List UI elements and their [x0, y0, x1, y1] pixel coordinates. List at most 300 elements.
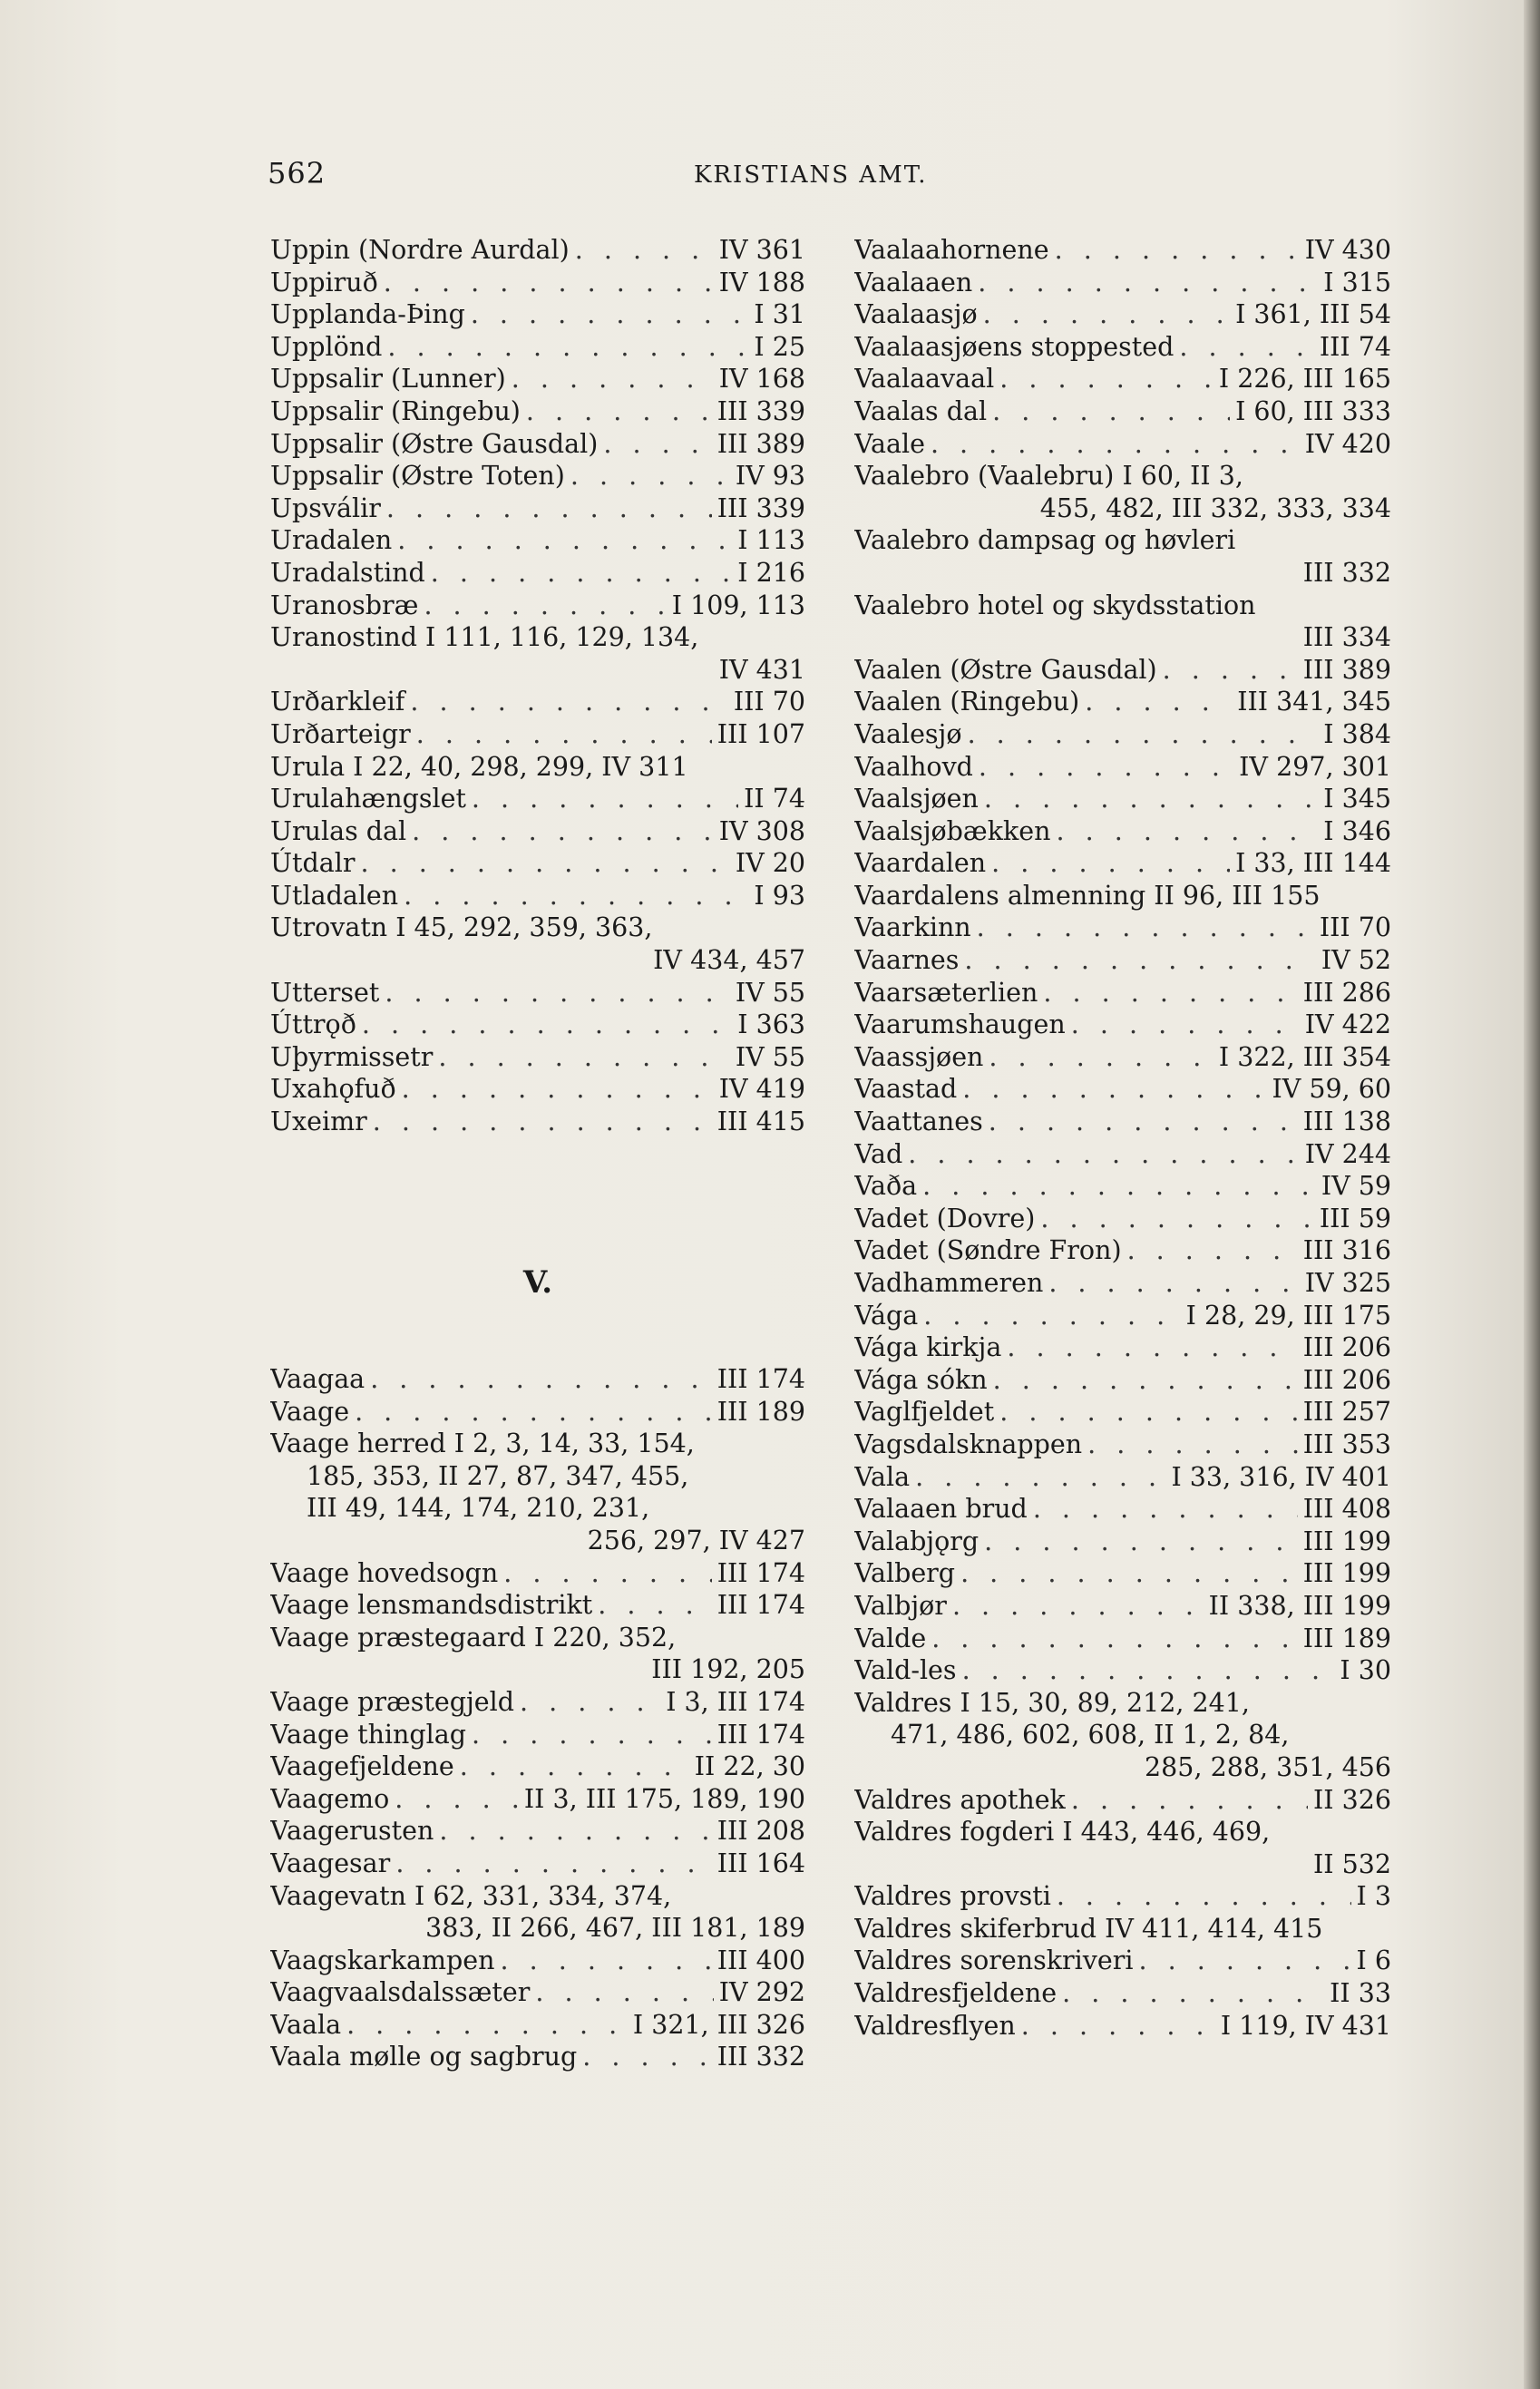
entry-references: III 389: [1302, 654, 1391, 685]
entry-references: III 174: [716, 1557, 805, 1588]
dot-leader: [412, 815, 714, 848]
entry-references: IV 59: [1321, 1171, 1391, 1202]
index-entry: [854, 1526, 1391, 1558]
index-entry: [270, 1396, 805, 1429]
index-entry: [270, 1750, 805, 1783]
entry-references: III 164: [716, 1848, 805, 1878]
index-entry: [854, 1623, 1391, 1655]
entry-term: Uppsalir (Østre Gausdal): [270, 428, 599, 459]
index-column-left: [270, 234, 805, 2073]
entry-term: Vaða: [854, 1171, 918, 1202]
entry-references: I 363: [737, 1009, 805, 1040]
index-entry: [854, 395, 1391, 428]
dot-leader: [1062, 1977, 1324, 2010]
dot-leader: [962, 1073, 1266, 1106]
index-entry: [270, 912, 805, 944]
index-entry: [854, 1461, 1391, 1494]
entry-references: IV 20: [735, 848, 805, 879]
index-entry: [270, 2009, 805, 2042]
index-entry: [270, 524, 805, 557]
dot-leader: [979, 751, 1233, 784]
entry-term: Valde: [854, 1623, 927, 1653]
entry-term: Vaagesar: [270, 1848, 391, 1878]
dot-leader: [416, 718, 712, 751]
entry-references: 285, 288, 351, 456: [1145, 1751, 1391, 1782]
entry-term: Vad: [854, 1138, 903, 1169]
entry-references: III 316: [1302, 1235, 1391, 1266]
dot-leader: [1138, 1945, 1350, 1977]
entry-term: Valdresflyen: [854, 2010, 1016, 2041]
entry-references: I 346: [1323, 815, 1391, 846]
entry-references: III 107: [716, 718, 805, 749]
index-entry: [854, 1590, 1391, 1623]
dot-leader: [362, 1009, 732, 1041]
dot-leader: [384, 267, 714, 299]
entry-term: Valaaen brud: [854, 1494, 1028, 1525]
entry-references: 185, 353, II 27, 87, 347, 455,: [307, 1460, 689, 1491]
entry-term: Valdres fogderi I 443, 446, 469,: [854, 1817, 1271, 1848]
entry-term: Vaalebro hotel og skydsstation: [854, 590, 1256, 620]
entry-references: III 189: [716, 1396, 805, 1427]
index-entry-continuation: [854, 1848, 1391, 1881]
dot-leader: [471, 298, 749, 331]
index-entry: [270, 590, 805, 622]
entry-references: IV 93: [735, 461, 805, 492]
index-entry-continuation: [854, 557, 1391, 590]
entry-term: Uxeimr: [270, 1107, 367, 1137]
entry-term: Urula I 22, 40, 298, 299, IV 311: [270, 751, 688, 782]
index-entry: [270, 1783, 805, 1816]
entry-term: Valabjǫrg: [854, 1526, 980, 1556]
entry-term: Vaage thinglag: [270, 1719, 466, 1750]
dot-leader: [395, 1848, 711, 1880]
dot-leader: [1127, 1234, 1298, 1267]
entry-term: Vaagvaalsdalssæter: [270, 1977, 531, 2008]
index-entry: [854, 1880, 1391, 1913]
dot-leader: [1021, 2010, 1215, 2043]
dot-leader: [404, 880, 748, 912]
index-entry: [270, 718, 805, 751]
index-entry: [854, 977, 1391, 1009]
entry-term: Urðarkleif: [270, 687, 405, 717]
dot-leader: [520, 1686, 660, 1719]
entry-references: I 216: [737, 557, 805, 588]
index-entry: [270, 1719, 805, 1751]
entry-references: I 31: [754, 299, 805, 330]
entry-references: III 389: [716, 428, 805, 459]
index-entry: [854, 428, 1391, 461]
entry-term: Vaattanes: [854, 1107, 983, 1137]
index-entry: [270, 1363, 805, 1396]
dot-leader: [960, 1557, 1298, 1590]
dot-leader: [1163, 654, 1298, 687]
entry-term: Vaage herred I 2, 3, 14, 33, 154,: [270, 1429, 695, 1459]
entry-references: I 119, IV 431: [1220, 2010, 1391, 2041]
index-entry: [270, 1073, 805, 1106]
entry-references: IV 55: [735, 1041, 805, 1072]
index-entry: [270, 1945, 805, 1977]
index-entry: [854, 1300, 1391, 1332]
dot-leader: [439, 1815, 711, 1848]
running-title: KRISTIANS AMT.: [694, 161, 928, 189]
index-entry: [854, 1364, 1391, 1397]
index-entry: [270, 751, 805, 784]
entry-term: Uppiruð: [270, 267, 378, 297]
entry-term: Valdres skiferbrud IV 411, 414, 415: [854, 1913, 1323, 1944]
dot-leader: [989, 1041, 1213, 1074]
dot-leader: [387, 331, 748, 364]
entry-term: Valdres sorenskriveri: [854, 1945, 1134, 1976]
dot-leader: [472, 1719, 712, 1751]
entry-term: Vaalaahornene: [854, 235, 1049, 265]
entry-term: Vaalaasjø: [854, 299, 978, 330]
dot-leader: [908, 1138, 1300, 1171]
entry-term: Valbjør: [854, 1590, 947, 1621]
dot-leader: [952, 1590, 1204, 1623]
entry-references: I 6: [1356, 1945, 1391, 1976]
entry-references: III 174: [716, 1364, 805, 1394]
entry-term: Vaage lensmandsdistrikt: [270, 1590, 593, 1621]
entry-references: IV 434, 457: [653, 945, 805, 976]
entry-term: Uranosbræ: [270, 590, 419, 620]
index-entry: [270, 1589, 805, 1622]
dot-leader: [570, 460, 730, 492]
dot-leader: [386, 492, 712, 525]
entry-references: III 70: [1319, 912, 1391, 943]
entry-references: III 74: [1319, 331, 1391, 362]
entry-references: I 226, III 165: [1218, 364, 1391, 395]
entry-references: III 400: [716, 1945, 805, 1975]
entry-term: Uxahǫfuð: [270, 1074, 396, 1105]
dot-leader: [978, 267, 1318, 299]
index-entry: [854, 1654, 1391, 1687]
dot-leader: [922, 1170, 1316, 1203]
dot-leader: [512, 363, 714, 395]
entry-references: II 33: [1330, 1978, 1391, 2009]
dot-leader: [500, 1945, 711, 1977]
index-entry: [854, 298, 1391, 331]
entry-references: III 199: [1302, 1558, 1391, 1589]
index-entry: [854, 590, 1391, 622]
index-entry: [854, 1170, 1391, 1203]
dot-leader: [385, 977, 729, 1009]
index-entry: [854, 751, 1391, 784]
index-entry: [854, 815, 1391, 848]
section-letter-heading: V.: [522, 1264, 553, 1302]
entry-term: Vaagerusten: [270, 1816, 434, 1847]
dot-leader: [993, 1364, 1298, 1397]
dot-leader: [915, 1461, 1165, 1494]
entry-term: Upsválir: [270, 492, 381, 523]
entry-references: IV 188: [718, 267, 805, 297]
entry-references: I 384: [1323, 718, 1391, 749]
index-entry: [270, 1880, 805, 1913]
index-entry: [270, 1041, 805, 1074]
index-entry: [854, 1138, 1391, 1171]
entry-term: Vaardalen: [854, 848, 987, 879]
dot-leader: [983, 298, 1230, 331]
entry-term: Utladalen: [270, 880, 399, 911]
dot-leader: [1087, 1429, 1298, 1461]
index-entry: [854, 1106, 1391, 1138]
index-column-right: [854, 234, 1391, 2042]
entry-term: Vadhammeren: [854, 1268, 1044, 1298]
entry-references: I 28, 29, III 175: [1185, 1300, 1391, 1331]
index-entry-continuation: [854, 492, 1391, 525]
dot-leader: [1056, 815, 1318, 848]
dot-leader: [1043, 977, 1297, 1009]
index-entry: [270, 557, 805, 590]
index-entry: [854, 1331, 1391, 1364]
entry-references: 471, 486, 602, 608, II 1, 2, 84,: [891, 1720, 1290, 1750]
index-entry: [270, 1557, 805, 1590]
dot-leader: [360, 847, 729, 880]
entry-term: Uppsalir (Ringebu): [270, 395, 521, 426]
dot-leader: [410, 686, 728, 718]
entry-term: Vaalaaen: [854, 267, 973, 297]
index-entry: [270, 1976, 805, 2009]
index-entry: [854, 686, 1391, 718]
dot-leader: [999, 1396, 1298, 1429]
index-entry: [854, 1816, 1391, 1848]
dot-leader: [424, 590, 666, 622]
dot-leader: [370, 1363, 712, 1396]
entry-references: III 189: [1302, 1623, 1391, 1653]
entry-references: IV 244: [1304, 1138, 1391, 1169]
entry-term: Urulahængslet: [270, 784, 466, 814]
entry-term: Uradalstind: [270, 557, 425, 588]
index-entry: [270, 492, 805, 525]
index-entry: [854, 718, 1391, 751]
index-entry: [270, 1106, 805, 1138]
entry-term: Vaagefjeldene: [270, 1751, 454, 1782]
dot-leader: [503, 1557, 712, 1590]
index-entry-continuation: [854, 621, 1391, 654]
entry-references: II 326: [1313, 1784, 1391, 1815]
entry-references: I 322, III 354: [1218, 1041, 1391, 1072]
index-entry: [270, 847, 805, 880]
entry-term: Vadet (Dovre): [854, 1203, 1036, 1234]
index-entry: [270, 298, 805, 331]
index-entry: [270, 363, 805, 395]
dot-leader: [472, 783, 738, 815]
dot-leader: [1055, 234, 1300, 267]
entry-term: Vadet (Søndre Fron): [854, 1235, 1122, 1266]
index-entry: [854, 1429, 1391, 1461]
entry-term: Vaalas dal: [854, 395, 988, 426]
entry-term: Utterset: [270, 977, 380, 1008]
dot-leader: [1179, 331, 1314, 364]
page-edge-shadow: [1524, 0, 1540, 2389]
entry-term: Vaalaasjøens stoppested: [854, 331, 1174, 362]
entry-references: III 70: [733, 687, 805, 717]
entry-references: 256, 297, IV 427: [587, 1525, 805, 1555]
index-entry: [854, 363, 1391, 395]
dot-leader: [402, 1073, 714, 1106]
entry-references: III 334: [1302, 622, 1391, 653]
entry-references: IV 419: [718, 1074, 805, 1105]
entry-references: I 345: [1323, 784, 1391, 814]
dot-leader: [598, 1589, 712, 1622]
entry-references: I 30: [1340, 1655, 1391, 1686]
entry-references: I 361, III 54: [1235, 299, 1391, 330]
entry-references: II 532: [1313, 1848, 1391, 1879]
dot-leader: [1048, 1267, 1299, 1300]
entry-references: I 315: [1323, 267, 1391, 297]
entry-references: IV 422: [1304, 1009, 1391, 1040]
dot-leader: [964, 944, 1315, 977]
entry-term: Vald-les: [854, 1655, 957, 1686]
dot-leader: [460, 1750, 689, 1783]
entry-term: Vaalen (Ringebu): [854, 687, 1080, 717]
entry-references: IV 297, 301: [1239, 751, 1391, 782]
dot-leader: [397, 524, 732, 557]
entry-term: Utrovatn I 45, 292, 359, 363,: [270, 912, 653, 943]
index-entry: [270, 1009, 805, 1041]
dot-leader: [999, 363, 1213, 395]
entry-references: I 109, 113: [671, 590, 805, 620]
entry-term: Vaage hovedsogn: [270, 1557, 499, 1588]
entry-references: IV 420: [1304, 428, 1391, 459]
entry-term: Vaassjøen: [854, 1041, 984, 1072]
entry-term: Valdres provsti: [854, 1881, 1051, 1912]
index-entry: [270, 460, 805, 492]
entry-term: Vaalsjøen: [854, 784, 979, 814]
entry-references: I 33, III 144: [1235, 848, 1391, 879]
entry-term: Vaglfjeldet: [854, 1397, 995, 1428]
dot-leader: [923, 1300, 1180, 1332]
entry-term: Vala: [854, 1461, 911, 1492]
dot-leader: [989, 1106, 1298, 1138]
index-entry: [854, 1203, 1391, 1235]
index-entry: [270, 686, 805, 718]
page-number: 562: [268, 156, 327, 190]
entry-references: IV 361: [718, 235, 805, 265]
entry-references: I 113: [737, 525, 805, 556]
index-entry: [854, 2010, 1391, 2043]
entry-references: III 208: [716, 1816, 805, 1847]
entry-term: Vaarkinn: [854, 912, 971, 943]
entry-references: III 332: [1302, 557, 1391, 588]
entry-term: Vaala mølle og sagbrug: [270, 2042, 578, 2072]
entry-term: Vaalaavaal: [854, 364, 995, 395]
entry-references: I 25: [754, 331, 805, 362]
entry-term: Vága: [854, 1300, 919, 1331]
entry-term: Vaala: [270, 2009, 342, 2040]
entry-references: III 206: [1302, 1364, 1391, 1395]
entry-term: Vaagskarkampen: [270, 1945, 495, 1975]
entry-term: Upplanda-Þing: [270, 299, 465, 330]
entry-references: III 174: [716, 1719, 805, 1750]
index-entry-continuation: [854, 1719, 1391, 1751]
entry-references: I 321, III 326: [632, 2009, 805, 2040]
index-entry: [854, 1396, 1391, 1429]
index-entry: [854, 847, 1391, 880]
entry-references: IV 431: [718, 654, 805, 685]
entry-references: II 338, III 199: [1208, 1590, 1391, 1621]
dot-leader: [1071, 1009, 1300, 1041]
index-entry: [270, 1848, 805, 1880]
entry-term: Vaage: [270, 1396, 350, 1427]
entry-term: Vaardalens almenning II 96, III 155: [854, 880, 1321, 911]
entry-term: Vaage præstegaard I 220, 352,: [270, 1622, 677, 1653]
index-entry: [854, 1041, 1391, 1074]
index-entry: [854, 1267, 1391, 1300]
entry-references: IV 430: [1304, 235, 1391, 265]
entry-references: III 353: [1302, 1429, 1391, 1459]
dot-leader: [977, 912, 1314, 944]
entry-term: Vaalen (Østre Gausdal): [854, 654, 1157, 685]
entry-references: III 138: [1302, 1107, 1391, 1137]
entry-references: I 93: [754, 880, 805, 911]
dot-leader: [373, 1106, 712, 1138]
entry-term: Vaastad: [854, 1074, 958, 1105]
blank-line: [270, 1331, 805, 1363]
index-entry: [854, 1977, 1391, 2010]
index-entry: [270, 428, 805, 461]
entry-term: Vaagevatn I 62, 331, 334, 374,: [270, 1880, 672, 1911]
index-entry: [854, 783, 1391, 815]
entry-references: II 3, III 175, 189, 190: [523, 1783, 805, 1814]
entry-references: IV 308: [718, 815, 805, 846]
index-entry: [854, 1009, 1391, 1041]
entry-references: III 286: [1302, 977, 1391, 1008]
dot-leader: [431, 557, 733, 590]
entry-references: III 59: [1319, 1203, 1391, 1234]
entry-term: Vaarsæterlien: [854, 977, 1038, 1008]
dot-leader: [1040, 1203, 1313, 1235]
entry-term: Vagsdalsknappen: [854, 1429, 1083, 1459]
entry-term: Uppin (Nordre Aurdal): [270, 235, 570, 265]
entry-references: III 408: [1302, 1494, 1391, 1525]
entry-references: III 341, 345: [1237, 687, 1391, 717]
entry-references: III 206: [1302, 1332, 1391, 1363]
entry-references: 455, 482, III 332, 333, 334: [1039, 492, 1391, 523]
entry-references: III 415: [716, 1107, 805, 1137]
entry-references: IV 59, 60: [1272, 1074, 1391, 1105]
entry-references: IV 168: [718, 364, 805, 395]
entry-references: I 33, 316, IV 401: [1171, 1461, 1391, 1492]
dot-leader: [582, 2041, 712, 2073]
dot-leader: [931, 428, 1300, 461]
dot-leader: [984, 783, 1318, 815]
index-entry: [270, 977, 805, 1009]
dot-leader: [395, 1783, 519, 1816]
dot-leader: [931, 1623, 1298, 1655]
entry-term: Upplönd: [270, 331, 383, 362]
entry-term: Vaarumshaugen: [854, 1009, 1066, 1040]
entry-term: Vaale: [854, 428, 925, 459]
entry-term: Valdres apothek: [854, 1784, 1066, 1815]
page-header: [268, 156, 1283, 192]
dot-leader: [984, 1526, 1298, 1558]
index-entry: [854, 331, 1391, 364]
entry-term: Vaagaa: [270, 1364, 366, 1394]
index-entry: [270, 234, 805, 267]
index-entry: [854, 1073, 1391, 1106]
entry-term: Úttrǫð: [270, 1009, 356, 1040]
entry-term: Uþyrmissetr: [270, 1041, 434, 1072]
index-entry: [270, 331, 805, 364]
entry-references: IV 292: [718, 1977, 805, 2008]
index-entry: [270, 1815, 805, 1848]
dot-leader: [1007, 1331, 1297, 1364]
entry-references: IV 55: [735, 977, 805, 1008]
index-entry: [854, 1913, 1391, 1945]
dot-leader: [1057, 1880, 1351, 1913]
index-entry: [854, 1784, 1391, 1817]
entry-term: Vaalesjø: [854, 718, 962, 749]
